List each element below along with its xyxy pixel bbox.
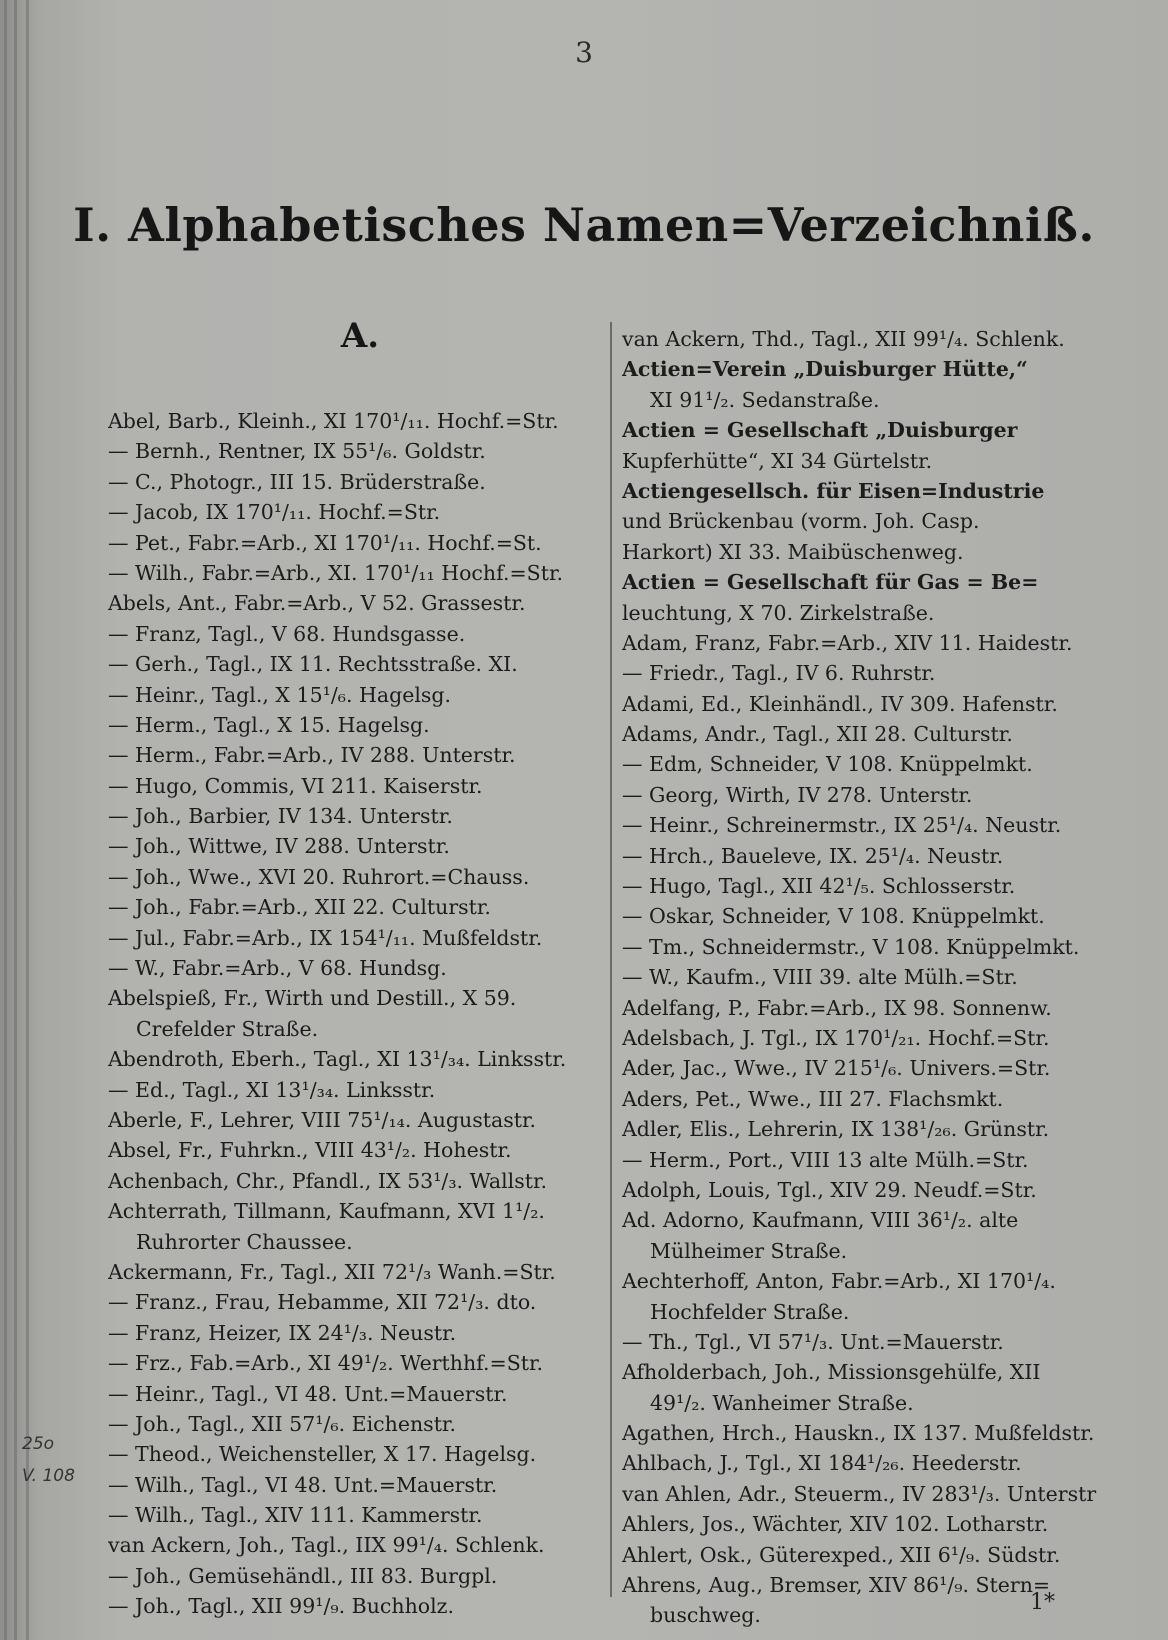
margin-note: V. 108	[22, 1466, 75, 1486]
directory-entry-line: — C., Photogr., III 15. Brüderstraße.	[108, 469, 486, 494]
directory-entry-line: Mülheimer Straße.	[650, 1238, 848, 1263]
directory-entry-line: — Herm., Fabr.=Arb., IV 288. Unterstr.	[108, 743, 516, 768]
directory-entry-line: Adami, Ed., Kleinhändl., IV 309. Hafenstr.	[622, 691, 1058, 716]
directory-entry-line: Aders, Pet., Wwe., III 27. Flachsmkt.	[622, 1086, 1004, 1111]
directory-entry-line: Hochfelder Straße.	[650, 1299, 850, 1324]
directory-entry-line: — W., Fabr.=Arb., V 68. Hundsg.	[108, 956, 447, 981]
page-number: 3	[575, 36, 593, 69]
directory-entry-line: Agathen, Hrch., Hauskn., IX 137. Mußfeldstr.	[622, 1421, 1095, 1446]
directory-entry-line: Afholderbach, Joh., Missionsgehülfe, XII	[622, 1360, 1041, 1385]
directory-entry-line: — Joh., Tagl., XII 57¹/₆. Eichenstr.	[108, 1411, 456, 1436]
directory-entry-line: Absel, Fr., Fuhrkn., VIII 43¹/₂. Hohestr.	[108, 1138, 512, 1163]
directory-entry-line: Aechterhoff, Anton, Fabr.=Arb., XI 170¹/₄.	[622, 1269, 1056, 1294]
directory-entry-line: — Oskar, Schneider, V 108. Knüppelmkt.	[622, 904, 1045, 929]
directory-entry-line: — Bernh., Rentner, IX 55¹/₆. Goldstr.	[108, 439, 486, 464]
directory-entry-line: Abendroth, Eberh., Tagl., XI 13¹/₃₄. Linksstr.	[108, 1047, 567, 1072]
directory-entry-line: — Hrch., Baueleve, IX. 25¹/₄. Neustr.	[622, 843, 1004, 868]
directory-entry-line: — Frz., Fab.=Arb., XI 49¹/₂. Werthhf.=Str.	[108, 1351, 544, 1376]
directory-entry-line: 49¹/₂. Wanheimer Straße.	[650, 1390, 914, 1415]
directory-entry-line: Abel, Barb., Kleinh., XI 170¹/₁₁. Hochf.=Str.	[108, 409, 559, 433]
directory-entry-line: Abels, Ant., Fabr.=Arb., V 52. Grassestr.	[108, 591, 526, 616]
directory-entry-line: Actien=Verein „Duisburger Hütte,“	[622, 357, 1028, 382]
directory-entry-line: — Franz., Frau, Hebamme, XII 72¹/₃. dto.	[108, 1290, 537, 1315]
directory-entry-line: — Hugo, Commis, VI 211. Kaiserstr.	[108, 773, 483, 798]
directory-entry-line: — Ed., Tagl., XI 13¹/₃₄. Linksstr.	[108, 1077, 436, 1102]
directory-entry-line: — Jacob, IX 170¹/₁₁. Hochf.=Str.	[108, 500, 441, 525]
directory-entry-line: Adelfang, P., Fabr.=Arb., IX 98. Sonnenw.	[622, 995, 1052, 1020]
directory-entry-line: Adler, Elis., Lehrerin, IX 138¹/₂₆. Grünstr.	[622, 1117, 1050, 1142]
directory-entry-line: Ad. Adorno, Kaufmann, VIII 36¹/₂. alte	[622, 1208, 1019, 1233]
directory-entry-line: — Joh., Barbier, IV 134. Unterstr.	[108, 804, 453, 829]
directory-entry-line: — Wilh., Tagl., XIV 111. Kammerstr.	[108, 1503, 483, 1528]
directory-entry-line: — Heinr., Tagl., X 15¹/₆. Hagelsg.	[108, 682, 452, 707]
directory-entry-line: Ahlert, Osk., Güterexped., XII 6¹/₉. Südstr.	[622, 1542, 1061, 1567]
directory-entry-line: Achenbach, Chr., Pfandl., IX 53¹/₃. Wallstr.	[108, 1168, 548, 1193]
directory-entry-line: Adams, Andr., Tagl., XII 28. Culturstr.	[622, 722, 1013, 747]
directory-entry-line: Ahlbach, J., Tgl., XI 184¹/₂₆. Heederstr.	[622, 1451, 1022, 1476]
column-divider	[610, 322, 612, 1597]
directory-entry-line: — Friedr., Tagl., IV 6. Ruhrstr.	[622, 661, 936, 686]
directory-entry-line: — Pet., Fabr.=Arb., XI 170¹/₁₁. Hochf.=St.	[108, 530, 542, 555]
directory-entry-line: Actien = Gesellschaft „Duisburger	[622, 418, 1018, 443]
directory-entry-line: — Joh., Gemüsehändl., III 83. Burgpl.	[108, 1563, 498, 1588]
directory-entry-line: Actien = Gesellschaft für Gas = Be=	[622, 570, 1039, 595]
directory-entry-line: — W., Kaufm., VIII 39. alte Mülh.=Str.	[622, 965, 1018, 990]
directory-entry-line: Adam, Franz, Fabr.=Arb., XIV 11. Haidestr.	[622, 630, 1073, 655]
left-column	[108, 406, 608, 1622]
margin-note: 25o	[22, 1434, 55, 1454]
directory-entry-line: — Edm, Schneider, V 108. Knüppelmkt.	[622, 752, 1033, 777]
directory-entry-line: van Ackern, Thd., Tagl., XII 99¹/₄. Schlenk.	[622, 327, 1065, 351]
directory-entry-line: Adelsbach, J. Tgl., IX 170¹/₂₁. Hochf.=Str.	[622, 1025, 1050, 1050]
directory-entry-line: Ahlers, Jos., Wächter, XIV 102. Lotharstr.	[622, 1512, 1049, 1537]
section-letter: A.	[340, 316, 380, 356]
directory-entry-line: — Jul., Fabr.=Arb., IX 154¹/₁₁. Mußfeldstr.	[108, 925, 543, 950]
directory-entry-line: — Joh., Tagl., XII 99¹/₉. Buchholz.	[108, 1594, 454, 1619]
directory-entry-line: — Franz, Tagl., V 68. Hundsgasse.	[108, 621, 466, 646]
directory-entry-line: Abelspieß, Fr., Wirth und Destill., X 59.	[108, 986, 517, 1011]
directory-entry-line: van Ahlen, Adr., Steuerm., IV 283¹/₃. Unterstr	[622, 1481, 1097, 1506]
directory-entry-line: — Tm., Schneidermstr., V 108. Knüppelmkt.	[622, 934, 1080, 959]
directory-entry-line: — Herm., Port., VIII 13 alte Mülh.=Str.	[622, 1147, 1029, 1172]
directory-entry-line: — Gerh., Tagl., IX 11. Rechtsstraße. XI.	[108, 652, 518, 677]
directory-entry-line: Aberle, F., Lehrer, VIII 75¹/₁₄. Augustastr.	[108, 1107, 537, 1132]
directory-entry-line: Achterrath, Tillmann, Kaufmann, XVI 1¹/₂.	[108, 1199, 545, 1224]
directory-entry-line: — Heinr., Schreinermstr., IX 25¹/₄. Neustr.	[622, 813, 1062, 838]
directory-entry-line: Ackermann, Fr., Tagl., XII 72¹/₃ Wanh.=Str.	[108, 1259, 556, 1284]
directory-entry-line: — Wilh., Tagl., VI 48. Unt.=Mauerstr.	[108, 1472, 498, 1497]
directory-entry-line: — Joh., Wittwe, IV 288. Unterstr.	[108, 834, 450, 859]
directory-entry-line: Kupferhütte“, XI 34 Gürtelstr.	[622, 448, 933, 473]
page-title: I. Alphabetisches Namen=Verzeichniß.	[73, 198, 1095, 252]
directory-entry-line: Harkort) XI 33. Maibüschenweg.	[622, 539, 964, 564]
directory-entry-line: — Th., Tgl., VI 57¹/₃. Unt.=Mauerstr.	[622, 1329, 1004, 1354]
directory-entry-line: — Hugo, Tagl., XII 42¹/₅. Schlosserstr.	[622, 874, 1016, 899]
directory-entry-line: van Ackern, Joh., Tagl., IIX 99¹/₄. Schlenk.	[108, 1533, 545, 1558]
directory-entry-line: — Georg, Wirth, IV 278. Unterstr.	[622, 782, 973, 807]
directory-entry-line: leuchtung, X 70. Zirkelstraße.	[622, 600, 935, 625]
directory-entry-line: — Franz, Heizer, IX 24¹/₃. Neustr.	[108, 1320, 457, 1345]
directory-entry-line: Ruhrorter Chaussee.	[136, 1229, 353, 1254]
directory-entry-line: — Heinr., Tagl., VI 48. Unt.=Mauerstr.	[108, 1381, 508, 1406]
signature-mark: 1*	[1030, 1590, 1055, 1615]
directory-entry-line: — Theod., Weichensteller, X 17. Hagelsg.	[108, 1442, 537, 1467]
directory-entry-line: und Brückenbau (vorm. Joh. Casp.	[622, 509, 980, 534]
directory-entry-line: Crefelder Straße.	[136, 1016, 319, 1041]
right-column	[622, 324, 1127, 1631]
directory-entry-line: Ahrens, Aug., Bremser, XIV 86¹/₉. Stern=	[622, 1573, 1051, 1598]
directory-entry-line: buschweg.	[650, 1603, 761, 1628]
directory-entry-line: Ader, Jac., Wwe., IV 215¹/₆. Univers.=Str.	[622, 1056, 1051, 1081]
directory-entry-line: — Herm., Tagl., X 15. Hagelsg.	[108, 712, 430, 737]
directory-entry-line: Actiengesellsch. für Eisen=Industrie	[622, 478, 1045, 503]
directory-entry-line: — Joh., Wwe., XVI 20. Ruhrort.=Chauss.	[108, 864, 530, 889]
directory-entry-line: XI 91¹/₂. Sedanstraße.	[650, 387, 880, 412]
directory-entry-line: Adolph, Louis, Tgl., XIV 29. Neudf.=Str.	[622, 1177, 1037, 1202]
directory-entry-line: — Wilh., Fabr.=Arb., XI. 170¹/₁₁ Hochf.=Str.	[108, 560, 564, 585]
directory-entry-line: — Joh., Fabr.=Arb., XII 22. Culturstr.	[108, 895, 491, 920]
